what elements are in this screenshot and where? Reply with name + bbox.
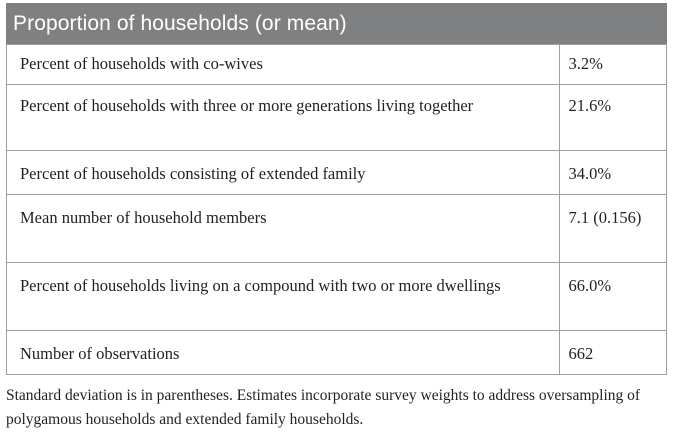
table-row (7, 45, 667, 85)
row-label: Number of observations (7, 331, 560, 375)
row-label: Percent of households living on a compound with two or more dwellings (7, 263, 560, 331)
table-body (6, 44, 667, 375)
row-label: Percent of households consisting of extended family (7, 151, 560, 195)
row-value: 21.6% (559, 85, 666, 151)
row-value: 66.0% (559, 263, 666, 331)
row-value: 7.1 (0.156) (559, 195, 666, 263)
row-label: Mean number of household members (7, 195, 560, 263)
table-row (7, 85, 667, 151)
row-value: 3.2% (559, 45, 666, 85)
table-title: Proportion of households (or mean) (6, 3, 667, 44)
row-label: Percent of households with three or more generations living together (7, 85, 560, 151)
table-row (7, 195, 667, 263)
row-value: 34.0% (559, 151, 666, 195)
table-row (7, 331, 667, 375)
household-table (6, 3, 667, 375)
row-label: Percent of households with co-wives (7, 45, 560, 85)
table-row (7, 151, 667, 195)
table-row (7, 263, 667, 331)
table-footnote: Standard deviation is in parentheses. Estimates incorporate survey weights to address oversampling of polygamous households and extended family households. (6, 387, 641, 428)
row-value: 662 (559, 331, 666, 375)
